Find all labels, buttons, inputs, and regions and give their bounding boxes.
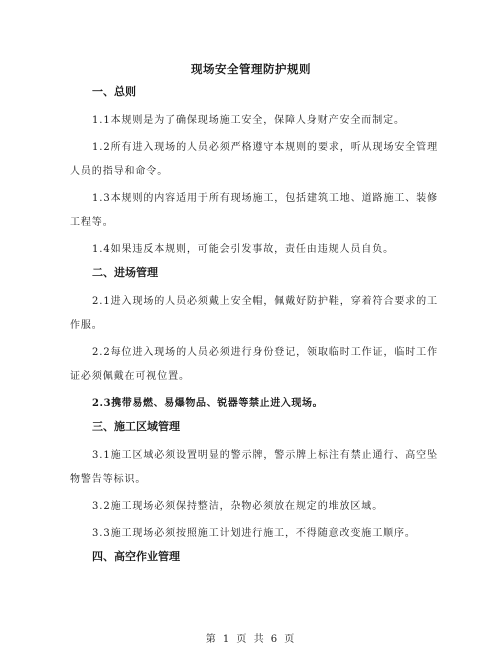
document-body (70, 84, 438, 574)
section-heading: 四、高空作业管理 (92, 550, 180, 563)
paragraph: 1.2所有进入现场的人员必须严格遵守本规则的要求，听从现场安全管理人员的指导和命令。 (70, 142, 438, 177)
section-heading: 一、总则 (92, 85, 136, 98)
paragraph: 1.4如果违反本规则，可能会引发事故，责任由违规人员自负。 (92, 244, 395, 255)
paragraph: 1.3本规则的内容适用于所有现场施工，包括建筑工地、道路施工、装修工程等。 (70, 193, 438, 228)
paragraph: 2.1进入现场的人员必须戴上安全帽，佩戴好防护鞋，穿着符合要求的工作服。 (70, 296, 438, 331)
paragraph-bold: 2.3携带易燃、易爆物品、锐器等禁止进入现场。 (92, 398, 324, 409)
paragraph: 3.2施工现场必须保持整洁，杂物必须放在规定的堆放区域。 (92, 501, 384, 512)
page-footer: 第 1 页 共 6 页 (205, 634, 297, 645)
paragraph: 3.3施工现场必须按照施工计划进行施工，不得随意改变施工顺序。 (92, 528, 416, 539)
paragraph: 1.1本规则是为了确保现场施工安全，保障人身财产安全而制定。 (92, 115, 405, 126)
paragraph: 2.2每位进入现场的人员必须进行身份登记，领取临时工作证，临时工作证必须佩戴在可视位置。 (70, 347, 438, 382)
document-title: 现场安全管理防护规则 (191, 62, 311, 76)
section-heading: 二、进场管理 (92, 266, 158, 279)
paragraph: 3.1施工区域必须设置明显的警示牌，警示牌上标注有禁止通行、高空坠物警告等标识。 (70, 450, 438, 485)
section-heading: 三、施工区域管理 (92, 420, 180, 433)
